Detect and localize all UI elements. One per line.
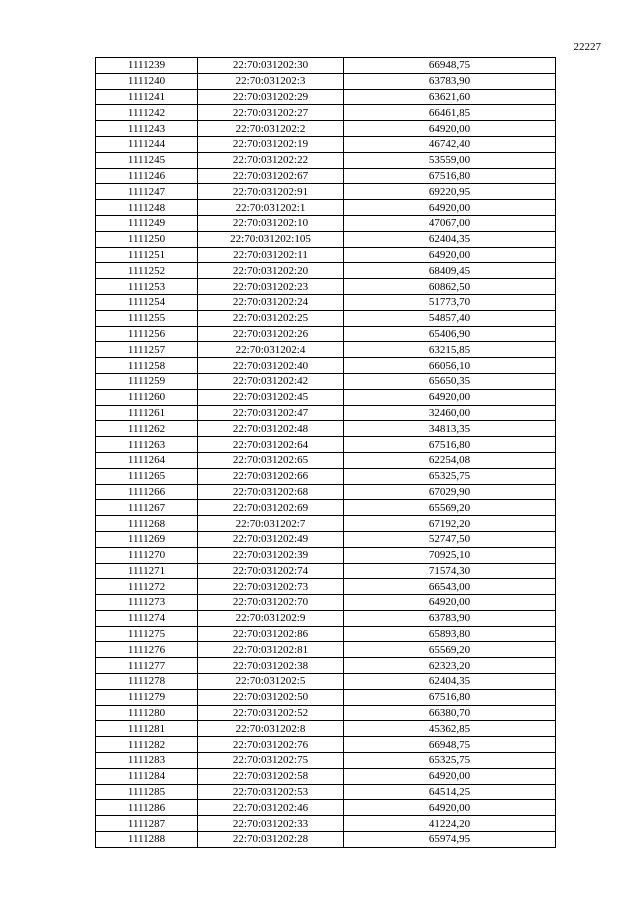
value-cell: 62323,20 bbox=[344, 658, 556, 674]
value-cell: 67192,20 bbox=[344, 516, 556, 532]
table-row bbox=[96, 452, 556, 468]
record-number-cell: 1111263 bbox=[96, 437, 198, 453]
record-number-cell: 1111274 bbox=[96, 610, 198, 626]
table-row bbox=[96, 389, 556, 405]
table-row bbox=[96, 547, 556, 563]
cadastral-number-cell: 22:70:031202:8 bbox=[198, 721, 344, 737]
record-number-cell: 1111279 bbox=[96, 689, 198, 705]
cadastral-number-cell: 22:70:031202:39 bbox=[198, 547, 344, 563]
record-number-cell: 1111288 bbox=[96, 832, 198, 848]
record-number-cell: 1111243 bbox=[96, 121, 198, 137]
table-row bbox=[96, 721, 556, 737]
table-row bbox=[96, 626, 556, 642]
value-cell: 65893,80 bbox=[344, 626, 556, 642]
table-row bbox=[96, 58, 556, 74]
cadastral-number-cell: 22:70:031202:68 bbox=[198, 484, 344, 500]
table-row bbox=[96, 642, 556, 658]
value-cell: 67029,90 bbox=[344, 484, 556, 500]
cadastral-number-cell: 22:70:031202:42 bbox=[198, 373, 344, 389]
record-number-cell: 1111267 bbox=[96, 500, 198, 516]
table-row bbox=[96, 658, 556, 674]
table-row bbox=[96, 215, 556, 231]
cadastral-number-cell: 22:70:031202:22 bbox=[198, 152, 344, 168]
table-body bbox=[96, 58, 556, 848]
cadastral-number-cell: 22:70:031202:47 bbox=[198, 405, 344, 421]
cadastral-number-cell: 22:70:031202:28 bbox=[198, 832, 344, 848]
value-cell: 65569,20 bbox=[344, 500, 556, 516]
table-row bbox=[96, 674, 556, 690]
value-cell: 67516,80 bbox=[344, 437, 556, 453]
cadastral-number-cell: 22:70:031202:23 bbox=[198, 279, 344, 295]
value-cell: 65325,75 bbox=[344, 468, 556, 484]
table-row bbox=[96, 121, 556, 137]
cadastral-number-cell: 22:70:031202:1 bbox=[198, 200, 344, 216]
cadastral-number-cell: 22:70:031202:105 bbox=[198, 231, 344, 247]
cadastral-number-cell: 22:70:031202:7 bbox=[198, 516, 344, 532]
value-cell: 32460,00 bbox=[344, 405, 556, 421]
record-number-cell: 1111257 bbox=[96, 342, 198, 358]
value-cell: 66056,10 bbox=[344, 358, 556, 374]
value-cell: 53559,00 bbox=[344, 152, 556, 168]
value-cell: 68409,45 bbox=[344, 263, 556, 279]
value-cell: 62404,35 bbox=[344, 231, 556, 247]
table-row bbox=[96, 737, 556, 753]
record-number-cell: 1111255 bbox=[96, 310, 198, 326]
value-cell: 70925,10 bbox=[344, 547, 556, 563]
cadastral-number-cell: 22:70:031202:48 bbox=[198, 421, 344, 437]
record-number-cell: 1111253 bbox=[96, 279, 198, 295]
table-row bbox=[96, 105, 556, 121]
table-row bbox=[96, 263, 556, 279]
value-cell: 64514,25 bbox=[344, 784, 556, 800]
cadastral-number-cell: 22:70:031202:38 bbox=[198, 658, 344, 674]
table-row bbox=[96, 784, 556, 800]
cadastral-number-cell: 22:70:031202:30 bbox=[198, 58, 344, 74]
record-number-cell: 1111252 bbox=[96, 263, 198, 279]
value-cell: 64920,00 bbox=[344, 121, 556, 137]
cadastral-number-cell: 22:70:031202:26 bbox=[198, 326, 344, 342]
table-row bbox=[96, 89, 556, 105]
cadastral-number-cell: 22:70:031202:46 bbox=[198, 800, 344, 816]
cadastral-number-cell: 22:70:031202:11 bbox=[198, 247, 344, 263]
value-cell: 64920,00 bbox=[344, 389, 556, 405]
value-cell: 64920,00 bbox=[344, 200, 556, 216]
record-number-cell: 1111277 bbox=[96, 658, 198, 674]
table-row bbox=[96, 168, 556, 184]
cadastral-number-cell: 22:70:031202:52 bbox=[198, 705, 344, 721]
value-cell: 63783,90 bbox=[344, 610, 556, 626]
value-cell: 66543,00 bbox=[344, 579, 556, 595]
cadastral-number-cell: 22:70:031202:64 bbox=[198, 437, 344, 453]
cadastral-number-cell: 22:70:031202:27 bbox=[198, 105, 344, 121]
value-cell: 64920,00 bbox=[344, 247, 556, 263]
table-row bbox=[96, 468, 556, 484]
value-cell: 41224,20 bbox=[344, 816, 556, 832]
value-cell: 63783,90 bbox=[344, 73, 556, 89]
value-cell: 66948,75 bbox=[344, 58, 556, 74]
page-number: 22227 bbox=[573, 41, 601, 53]
cadastral-number-cell: 22:70:031202:4 bbox=[198, 342, 344, 358]
table-row bbox=[96, 373, 556, 389]
value-cell: 64920,00 bbox=[344, 800, 556, 816]
cadastral-number-cell: 22:70:031202:91 bbox=[198, 184, 344, 200]
cadastral-number-cell: 22:70:031202:45 bbox=[198, 389, 344, 405]
value-cell: 71574,30 bbox=[344, 563, 556, 579]
cadastral-number-cell: 22:70:031202:66 bbox=[198, 468, 344, 484]
table-row bbox=[96, 816, 556, 832]
table-row bbox=[96, 200, 556, 216]
value-cell: 60862,50 bbox=[344, 279, 556, 295]
table-row bbox=[96, 231, 556, 247]
cadastral-number-cell: 22:70:031202:2 bbox=[198, 121, 344, 137]
value-cell: 69220,95 bbox=[344, 184, 556, 200]
table-row bbox=[96, 136, 556, 152]
value-cell: 34813,35 bbox=[344, 421, 556, 437]
table-row bbox=[96, 326, 556, 342]
record-number-cell: 1111268 bbox=[96, 516, 198, 532]
record-number-cell: 1111262 bbox=[96, 421, 198, 437]
table-row bbox=[96, 437, 556, 453]
cadastral-number-cell: 22:70:031202:29 bbox=[198, 89, 344, 105]
cadastral-number-cell: 22:70:031202:19 bbox=[198, 136, 344, 152]
cadastral-number-cell: 22:70:031202:25 bbox=[198, 310, 344, 326]
value-cell: 51773,70 bbox=[344, 294, 556, 310]
value-cell: 65406,90 bbox=[344, 326, 556, 342]
cadastral-number-cell: 22:70:031202:33 bbox=[198, 816, 344, 832]
value-cell: 67516,80 bbox=[344, 168, 556, 184]
value-cell: 67516,80 bbox=[344, 689, 556, 705]
record-number-cell: 1111278 bbox=[96, 674, 198, 690]
table-row bbox=[96, 579, 556, 595]
value-cell: 65325,75 bbox=[344, 753, 556, 769]
table-row bbox=[96, 342, 556, 358]
record-number-cell: 1111239 bbox=[96, 58, 198, 74]
record-number-cell: 1111264 bbox=[96, 452, 198, 468]
table-row bbox=[96, 595, 556, 611]
cadastral-number-cell: 22:70:031202:10 bbox=[198, 215, 344, 231]
cadastral-number-cell: 22:70:031202:53 bbox=[198, 784, 344, 800]
record-number-cell: 1111280 bbox=[96, 705, 198, 721]
record-number-cell: 1111281 bbox=[96, 721, 198, 737]
table-row bbox=[96, 753, 556, 769]
record-number-cell: 1111256 bbox=[96, 326, 198, 342]
record-number-cell: 1111245 bbox=[96, 152, 198, 168]
record-number-cell: 1111266 bbox=[96, 484, 198, 500]
cadastral-value-table bbox=[95, 57, 556, 848]
table-row bbox=[96, 294, 556, 310]
record-number-cell: 1111254 bbox=[96, 294, 198, 310]
table-row bbox=[96, 310, 556, 326]
cadastral-number-cell: 22:70:031202:67 bbox=[198, 168, 344, 184]
value-cell: 46742,40 bbox=[344, 136, 556, 152]
cadastral-number-cell: 22:70:031202:5 bbox=[198, 674, 344, 690]
record-number-cell: 1111250 bbox=[96, 231, 198, 247]
cadastral-number-cell: 22:70:031202:86 bbox=[198, 626, 344, 642]
value-cell: 63215,85 bbox=[344, 342, 556, 358]
value-cell: 65650,35 bbox=[344, 373, 556, 389]
record-number-cell: 1111246 bbox=[96, 168, 198, 184]
record-number-cell: 1111286 bbox=[96, 800, 198, 816]
record-number-cell: 1111285 bbox=[96, 784, 198, 800]
record-number-cell: 1111248 bbox=[96, 200, 198, 216]
cadastral-number-cell: 22:70:031202:20 bbox=[198, 263, 344, 279]
cadastral-number-cell: 22:70:031202:49 bbox=[198, 531, 344, 547]
value-cell: 63621,60 bbox=[344, 89, 556, 105]
cadastral-number-cell: 22:70:031202:75 bbox=[198, 753, 344, 769]
record-number-cell: 1111273 bbox=[96, 595, 198, 611]
value-cell: 52747,50 bbox=[344, 531, 556, 547]
value-cell: 65974,95 bbox=[344, 832, 556, 848]
record-number-cell: 1111241 bbox=[96, 89, 198, 105]
value-cell: 65569,20 bbox=[344, 642, 556, 658]
value-cell: 66461,85 bbox=[344, 105, 556, 121]
record-number-cell: 1111271 bbox=[96, 563, 198, 579]
cadastral-number-cell: 22:70:031202:3 bbox=[198, 73, 344, 89]
value-cell: 62254,08 bbox=[344, 452, 556, 468]
record-number-cell: 1111269 bbox=[96, 531, 198, 547]
record-number-cell: 1111270 bbox=[96, 547, 198, 563]
table-row bbox=[96, 563, 556, 579]
value-cell: 64920,00 bbox=[344, 595, 556, 611]
table-row bbox=[96, 689, 556, 705]
table-row bbox=[96, 610, 556, 626]
table-row bbox=[96, 358, 556, 374]
table-row bbox=[96, 800, 556, 816]
table-row bbox=[96, 768, 556, 784]
table-row bbox=[96, 405, 556, 421]
value-cell: 66380,70 bbox=[344, 705, 556, 721]
cadastral-number-cell: 22:70:031202:73 bbox=[198, 579, 344, 595]
table-row bbox=[96, 152, 556, 168]
record-number-cell: 1111242 bbox=[96, 105, 198, 121]
cadastral-number-cell: 22:70:031202:81 bbox=[198, 642, 344, 658]
record-number-cell: 1111283 bbox=[96, 753, 198, 769]
table-row bbox=[96, 705, 556, 721]
table-row bbox=[96, 531, 556, 547]
cadastral-number-cell: 22:70:031202:40 bbox=[198, 358, 344, 374]
value-cell: 64920,00 bbox=[344, 768, 556, 784]
cadastral-number-cell: 22:70:031202:65 bbox=[198, 452, 344, 468]
value-cell: 47067,00 bbox=[344, 215, 556, 231]
cadastral-number-cell: 22:70:031202:50 bbox=[198, 689, 344, 705]
table-row bbox=[96, 484, 556, 500]
table-row bbox=[96, 500, 556, 516]
record-number-cell: 1111260 bbox=[96, 389, 198, 405]
record-number-cell: 1111258 bbox=[96, 358, 198, 374]
value-cell: 45362,85 bbox=[344, 721, 556, 737]
table-row bbox=[96, 279, 556, 295]
record-number-cell: 1111282 bbox=[96, 737, 198, 753]
record-number-cell: 1111247 bbox=[96, 184, 198, 200]
table-row bbox=[96, 421, 556, 437]
value-cell: 66948,75 bbox=[344, 737, 556, 753]
record-number-cell: 1111284 bbox=[96, 768, 198, 784]
record-number-cell: 1111259 bbox=[96, 373, 198, 389]
record-number-cell: 1111275 bbox=[96, 626, 198, 642]
table-row bbox=[96, 832, 556, 848]
cadastral-number-cell: 22:70:031202:58 bbox=[198, 768, 344, 784]
record-number-cell: 1111244 bbox=[96, 136, 198, 152]
table-row bbox=[96, 184, 556, 200]
cadastral-number-cell: 22:70:031202:74 bbox=[198, 563, 344, 579]
record-number-cell: 1111287 bbox=[96, 816, 198, 832]
table-row bbox=[96, 516, 556, 532]
record-number-cell: 1111251 bbox=[96, 247, 198, 263]
cadastral-number-cell: 22:70:031202:24 bbox=[198, 294, 344, 310]
cadastral-number-cell: 22:70:031202:76 bbox=[198, 737, 344, 753]
cadastral-number-cell: 22:70:031202:9 bbox=[198, 610, 344, 626]
table-row bbox=[96, 247, 556, 263]
record-number-cell: 1111276 bbox=[96, 642, 198, 658]
record-number-cell: 1111249 bbox=[96, 215, 198, 231]
value-cell: 54857,40 bbox=[344, 310, 556, 326]
record-number-cell: 1111240 bbox=[96, 73, 198, 89]
value-cell: 62404,35 bbox=[344, 674, 556, 690]
record-number-cell: 1111261 bbox=[96, 405, 198, 421]
record-number-cell: 1111265 bbox=[96, 468, 198, 484]
table-row bbox=[96, 73, 556, 89]
cadastral-number-cell: 22:70:031202:70 bbox=[198, 595, 344, 611]
cadastral-number-cell: 22:70:031202:69 bbox=[198, 500, 344, 516]
record-number-cell: 1111272 bbox=[96, 579, 198, 595]
